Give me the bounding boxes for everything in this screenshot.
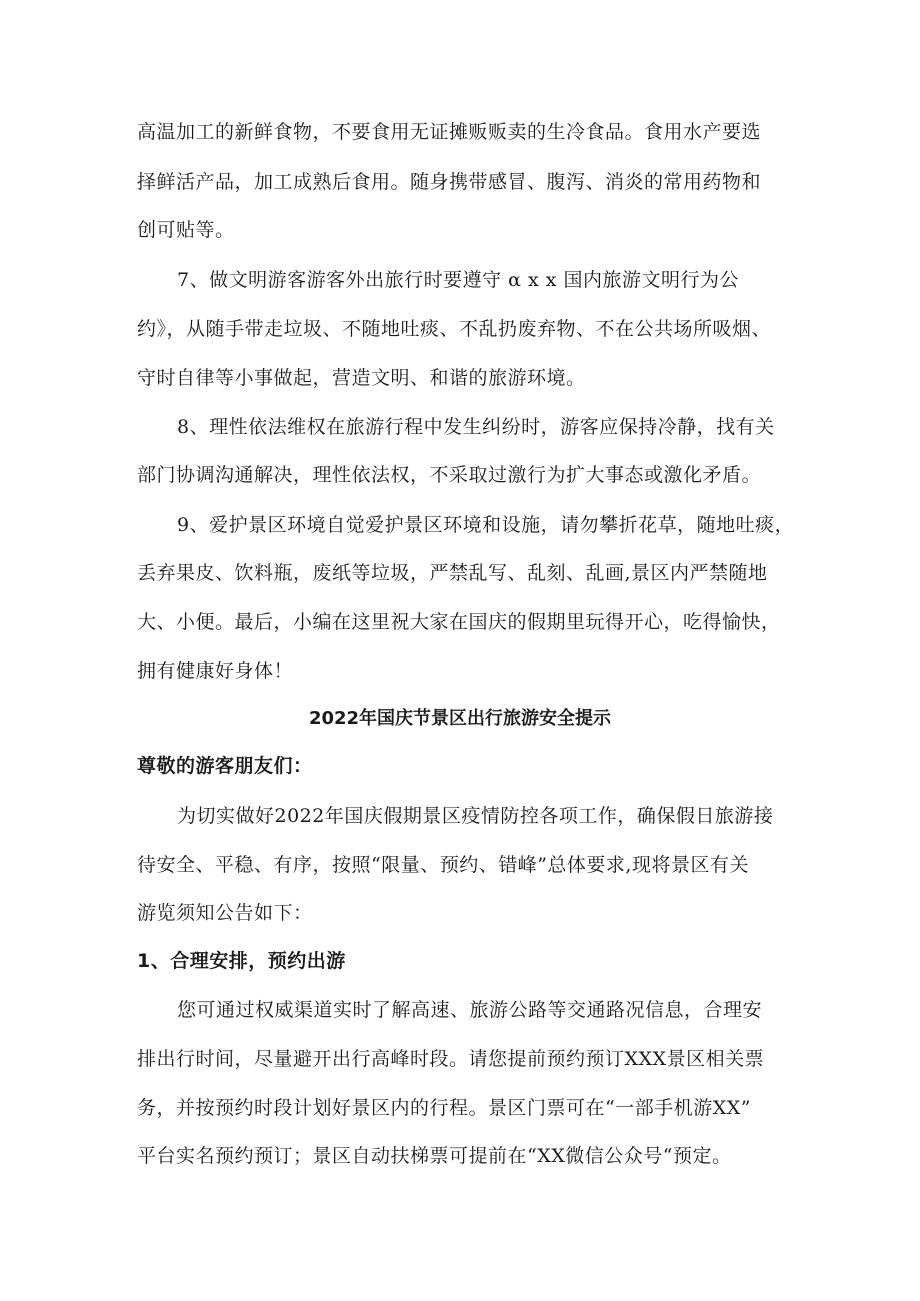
section-text-line: 排出行时间，尽量避开出行高峰时段。请您提前预约预订XXX景区相关票: [137, 1048, 765, 1070]
section-heading: 1、合理安排，预约出游: [137, 950, 346, 972]
body-text-line: 大、小便。最后，小编在这里祝大家在国庆的假期里玩得开心，吃得愉快，: [137, 611, 781, 633]
body-text-line: 9、爱护景区环境自觉爱护景区环境和设施，请勿攀折花草，随地吐痰，: [177, 514, 795, 536]
body-text-line: 部门协调沟通解决，理性依法权，不采取过激行为扩大事态或激化矛盾。: [137, 464, 762, 486]
body-text-line: 高温加工的新鲜食物，不要食用无证摊贩贩卖的生冷食品。食用水产要选: [137, 121, 762, 143]
section-text-line: 平台实名预约预订；景区自动扶梯票可提前在“XX微信公众号“预定。: [137, 1145, 732, 1167]
body-text-line: 守时自律等小事做起，营造文明、和谐的旅游环境。: [137, 367, 586, 389]
body-text-line: 拥有健康好身体！: [137, 660, 294, 682]
document-title: 2022年国庆节景区出行旅游安全提示: [308, 708, 612, 729]
body-text-line: 7、做文明游客游客外出旅行时要遵守 α x x 国内旅游文明行为公: [177, 269, 740, 291]
intro-line: 游览须知公告如下：: [137, 902, 313, 924]
body-text-line: 8、理性依法维权在旅游行程中发生纠纷时，游客应保持冷静，找有关: [177, 416, 775, 438]
section-text-line: 您可通过权威渠道实时了解高速、旅游公路等交通路况信息，合理安: [177, 999, 763, 1021]
intro-line: 为切实做好2022年国庆假期景区疫情防控各项工作，确保假日旅游接: [177, 805, 774, 827]
body-text-line: 择鲜活产品，加工成熟后食用。随身携带感冒、腹泻、消炎的常用药物和: [137, 171, 762, 193]
section-text-line: 务，并按预约时段计划好景区内的行程。景区门票可在“一部手机游XX”: [137, 1097, 751, 1119]
body-text-line: 丢弃果皮、饮料瓶，废纸等垃圾，严禁乱写、乱刻、乱画,景区内严禁随地: [137, 562, 768, 584]
intro-line: 待安全、平稳、有序，按照“限量、预约、错峰”总体要求,现将景区有关: [137, 854, 749, 876]
greeting: 尊敬的游客朋友们：: [137, 755, 313, 777]
body-text-line: 约》，从随手带走垃圾、不随地吐痰、不乱扔废弃物、不在公共场所吸烟、: [137, 318, 772, 340]
body-text-line: 创可贴等。: [137, 219, 235, 241]
